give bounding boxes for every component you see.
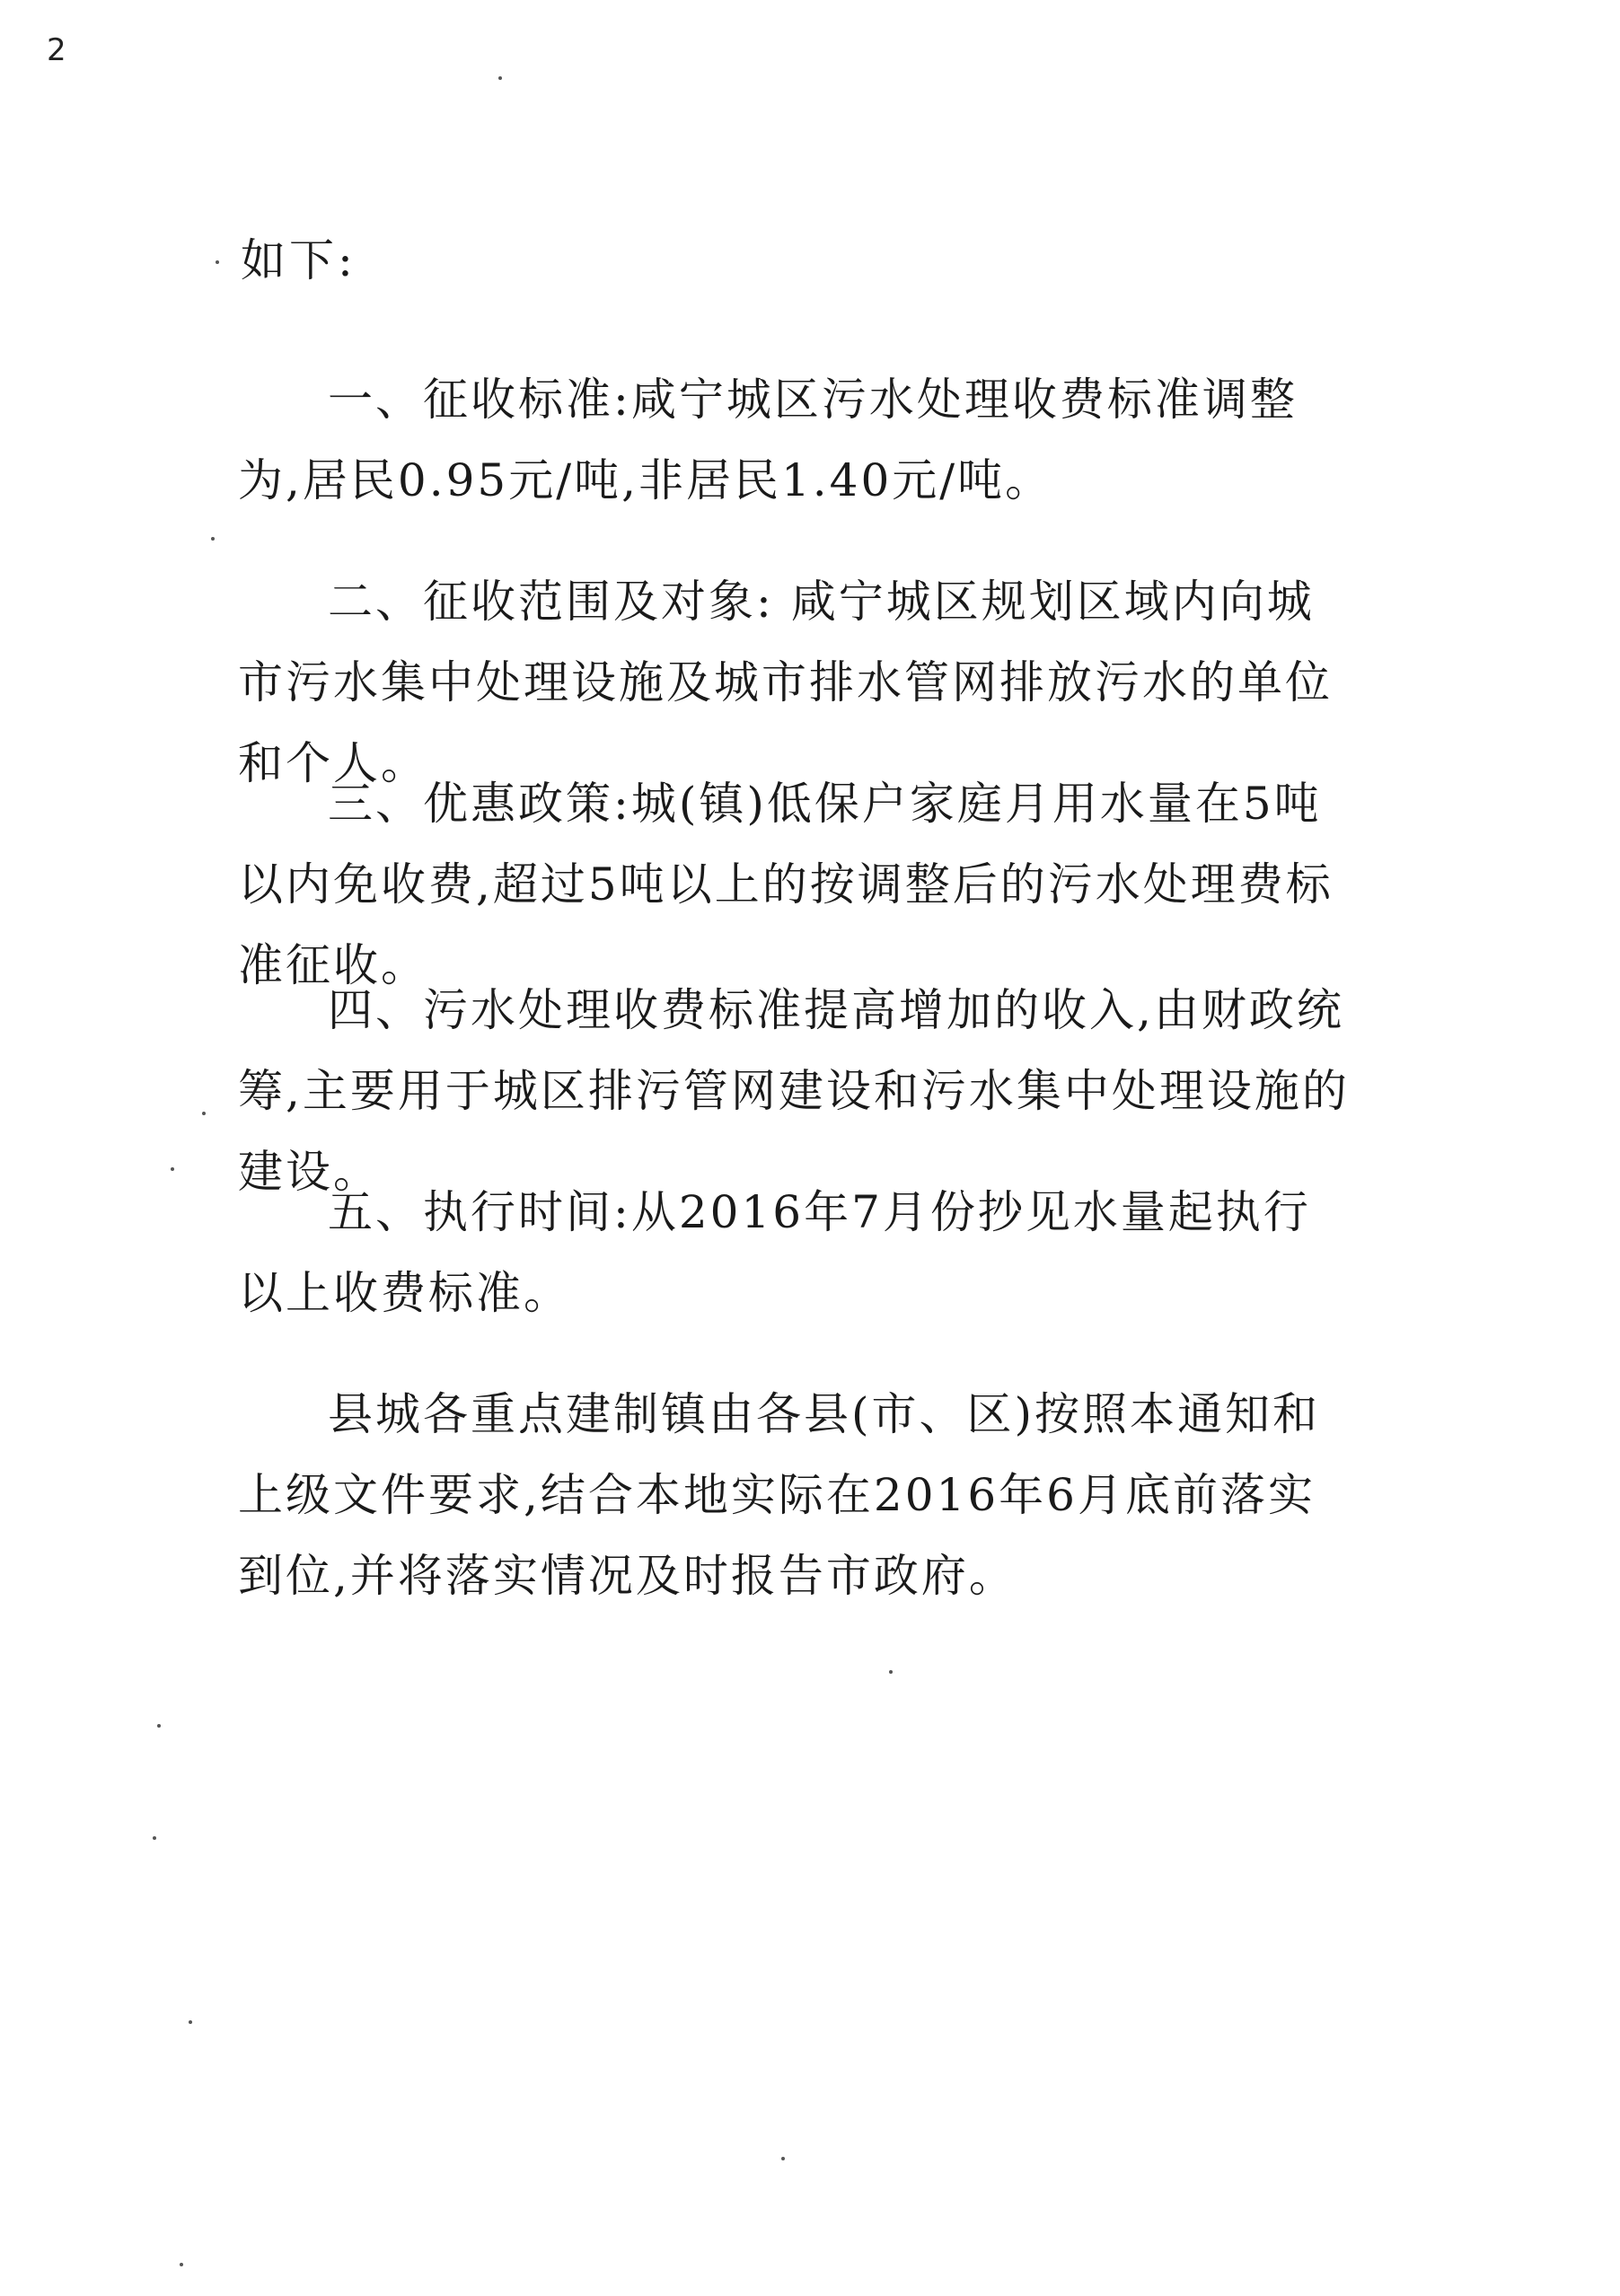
scan-speck: [171, 1167, 174, 1171]
scan-speck: [180, 2263, 183, 2266]
scan-speck: [157, 1724, 161, 1728]
paragraph-effective-date: 五、执行时间:从2016年7月份抄见水量起执行以上收费标准。: [238, 1186, 1311, 1319]
paragraph-collection-scope: 二、征收范围及对象: 咸宁城区规划区域内向城市污水集中处理设施及城市排水管网排放污水的单位和个人。: [238, 576, 1333, 789]
paragraph-preferential-policy: 三、优惠政策:城(镇)低保户家庭月用水量在5吨以内免收费,超过5吨以上的按调整后的污水处理费标准征收。: [238, 778, 1334, 991]
scan-speck: [889, 1670, 893, 1674]
scan-speck: [781, 2157, 785, 2160]
scan-speck: [202, 1112, 206, 1115]
page-number: 2: [47, 32, 66, 68]
paragraph-county-implementation: 县城各重点建制镇由各县(市、区)按照本通知和上级文件要求,结合本地实际在2016年6月底前落实到位,并将落实情况及时报告市政府。: [238, 1388, 1321, 1602]
paragraph-collection-standard: 一、征收标准:咸宁城区污水处理收费标准调整为,居民0.95元/吨,非居民1.40元/吨。: [238, 374, 1298, 506]
intro-text: 如下:: [241, 234, 357, 286]
scan-speck: [216, 260, 219, 264]
scan-speck: [189, 2020, 192, 2024]
paragraph-revenue-use: 四、污水处理收费标准提高增加的收入,由财政统筹,主要用于城区排污管网建设和污水集中处理设施的建设。: [238, 984, 1350, 1198]
scan-speck: [153, 1836, 156, 1840]
scan-speck: [211, 537, 215, 541]
scan-speck: [498, 76, 502, 80]
